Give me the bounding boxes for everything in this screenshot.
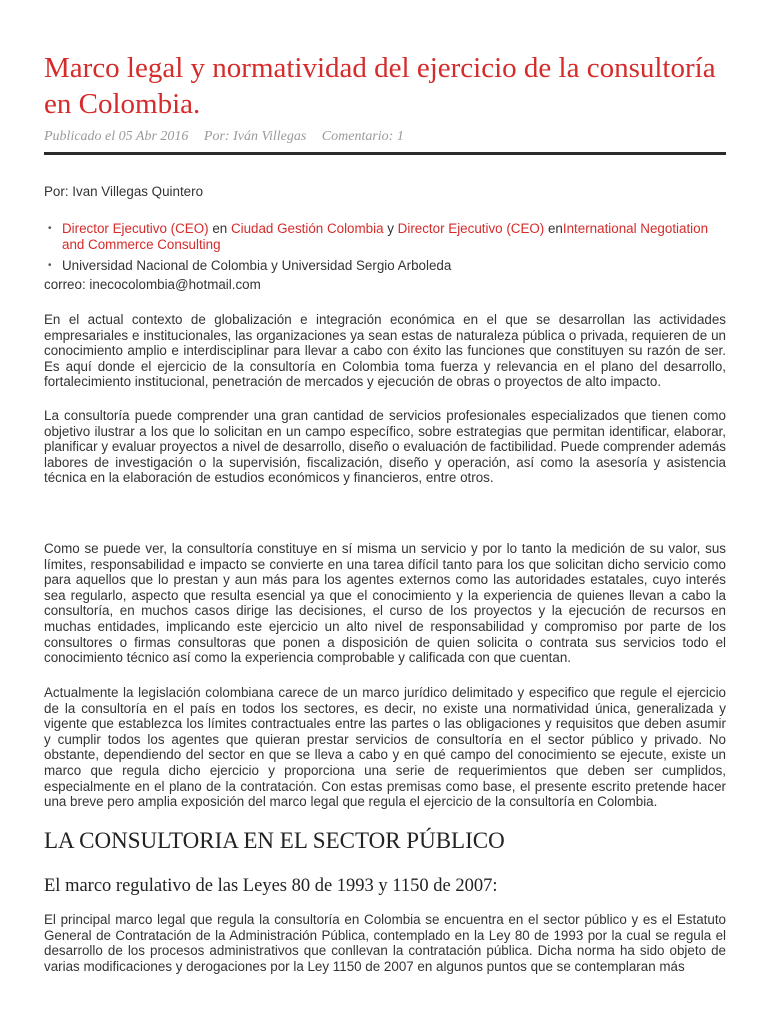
subsection-heading: El marco regulativo de las Leyes 80 de 1993 y 1150 de 2007: [44,876,498,896]
author-byline[interactable]: Por: Iván Villegas [203,129,307,144]
role-link[interactable]: Director Ejecutivo (CEO) [62,221,209,236]
role-link[interactable]: Director Ejecutivo (CEO) [397,221,545,236]
paragraph-intro: En el actual contexto de globalización e integración económica en el que se desarrollan las actividades empresariales e institucionales, las organizaciones ya sean estas de naturaleza pública o privada, requieren de un conocimiento amplio e interdisciplinar para llevar a cabo con éxito las funciones que constituyen su razón de ser. Es aquí donde el ejercicio de la consultoría en Colombia toma fuerza y relevancia en el plano del desarrollo, fortalecimiento institucional, penetración de mercados y ejecución de obras o proyectos de alto impacto. [44,312,726,390]
role-text: Universidad Nacional de Colombia y Universidad Sergio Arboleda [62,258,452,274]
comment-count[interactable]: Comentario: 1 [321,129,404,144]
author-line: Por: Ivan Villegas Quintero [44,184,204,199]
author-role-item [44,221,726,252]
author-email: correo: inecocolombia@hotmail.com [44,277,261,292]
role-text: en [544,221,563,236]
article-title: Marco legal y normatividad del ejercicio de la consultoría en Colombia. [44,52,716,120]
paragraph-value: Como se puede ver, la consultoría constituye en sí misma un servicio y por lo tanto la medición de su valor, sus límites, responsabilidad e impacto se convierte en una tarea difícil tanto para los que solicitan dicho servicio como para aquellos que lo prestan y aun más para los agentes externos como las autoridades estatales, cuyo interés sea regularlo, aspecto que resulta esencial ya que el conocimiento y la experiencia de quienes llevan a cabo la consultoría, en muchos casos dirige las decisiones, el curso de los proyectos y la ejecución de recursos en muchas entidades, implicando este ejercicio un alto nivel de responsabilidad y compromiso por parte de los consultores o firmas consultoras que ponen a disposición de quien solicita o contrata sus servicios todo el conocimiento técnico así como la experiencia comprobable y calificada con que cuentan. [44,541,726,666]
title-divider [44,152,726,155]
paragraph-legal-framework: El principal marco legal que regula la consultoría en Colombia se encuentra en el sector público y es el Estatuto General de Contratación de la Administración Pública, contemplado en la Ley 80 de 1993 por la cual se regula el desarrollo de los procesos administrativos que conllevan la contratación pública. Dicha norma ha sido objeto de varias modificaciones y derogaciones por la Ley 1150 de 2007 en algunos puntos que se contemplaran más [44,912,726,974]
author-role-item [44,258,726,274]
role-text: y [383,221,398,236]
publish-date: Publicado el 05 Abr 2016 [44,129,189,144]
section-heading: LA CONSULTORIA EN EL SECTOR PÚBLICO [44,828,505,853]
paragraph-legislation: Actualmente la legislación colombiana carece de un marco jurídico delimitado y especifico que regule el ejercicio de la consultoría en el país en todos los sectores, es decir, no existe una normatividad única, generalizada y vigente que establezca los límites contractuales entre las partes o las obligaciones y requisitos que deben asumir y cumplir todos los agentes que quieran prestar servicios de consultoría en el sector público y privado. No obstante, dependiendo del sector en que se lleva a cabo y en qué campo del conocimiento se ejecute, existe un marco que regula dicho ejercicio y proporciona una serie de requerimientos que deben ser cumplidos, especialmente en el plano de la contratación. Con estas premisas como base, el presente escrito pretende hacer una breve pero amplia exposición del marco legal que regula el ejercicio de la consultoría en Colombia. [44,685,726,810]
role-link[interactable]: Ciudad Gestión Colombia [230,221,384,236]
paragraph-services: La consultoría puede comprender una gran cantidad de servicios profesionales especializados que tienen como objetivo ilustrar a los que lo solicitan en un campo específico, sobre estrategias que permitan identificar, elaborar, planificar y evaluar proyectos a nivel de desarrollo, diseño o evaluación de factibilidad. Puede comprender además labores de investigación o la supervisión, fiscalización, diseño y operación, así como la asesoría y asistencia técnica en la elaboración de estudios económicos y financieros, entre otros. [44,408,726,486]
role-link[interactable]: International Negotiation and Commerce Consulting [62,221,709,252]
article-meta [44,129,416,145]
role-text: en [208,221,231,236]
author-roles-list [44,221,726,280]
